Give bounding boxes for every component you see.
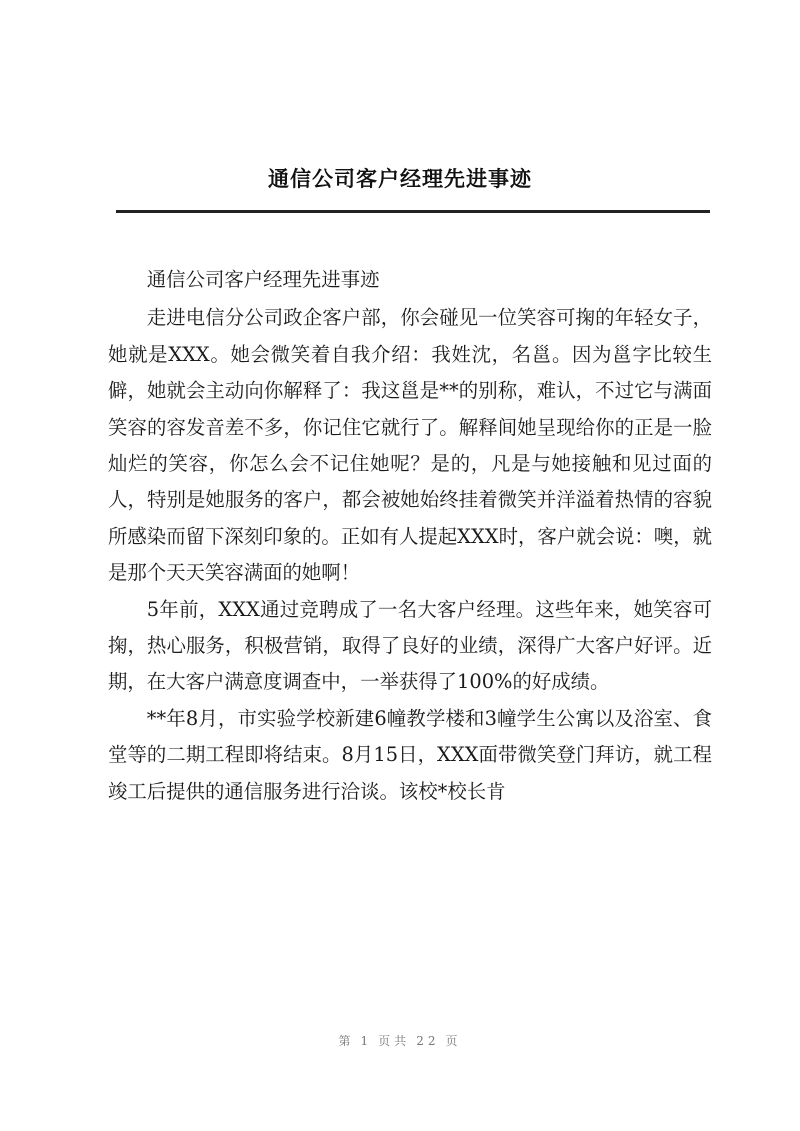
- footer-page-number: 1: [360, 1034, 373, 1048]
- document-title: 通信公司客户经理先进事迹: [268, 167, 532, 191]
- paragraph: **年8月，市实验学校新建6幢教学楼和3幢学生公寓以及浴室、食堂等的二期工程即将结束。8月15日，XXX面带微笑登门拜访，就工程竣工后提供的通信服务进行洽谈。该校*校长肯: [108, 706, 712, 803]
- footer-label-prefix: 第: [338, 1034, 355, 1048]
- footer-page-total: 22: [416, 1034, 440, 1048]
- title-divider: [116, 210, 710, 213]
- document-body: [108, 262, 712, 810]
- paragraph: 走进电信分公司政企客户部，你会碰见一位笑容可掬的年轻女子，她就是XXX。她会微笑着自我介绍：我姓沈，名邕。因为邕字比较生僻，她就会主动向你解释了：我这邕是**的别称，难认，不过它与满面笑容的容发音差不多，你记住它就行了。解释间她呈现给你的正是一脸灿烂的笑容，你怎么会不记住她呢？是的，凡是与她接触和见过面的人，特别是她服务的客户，都会被她始终挂着微笑并洋溢着热情的容貌所感染而留下深刻印象的。正如有人提起XXX时，客户就会说：噢，就是那个天天笑容满面的她啊！: [108, 306, 712, 585]
- footer-label-suffix: 页: [445, 1034, 462, 1048]
- body-heading: 通信公司客户经理先进事迹: [146, 268, 380, 291]
- paragraph: 5年前，XXX通过竞聘成了一名大客户经理。这些年来，她笑容可掬，热心服务，积极营销，取得了良好的业绩，深得广大客户好评。近期，在大客户满意度调查中，一举获得了100%的好成绩。: [108, 597, 712, 694]
- footer-label-mid: 页共: [378, 1034, 411, 1048]
- page-footer: [0, 1032, 800, 1049]
